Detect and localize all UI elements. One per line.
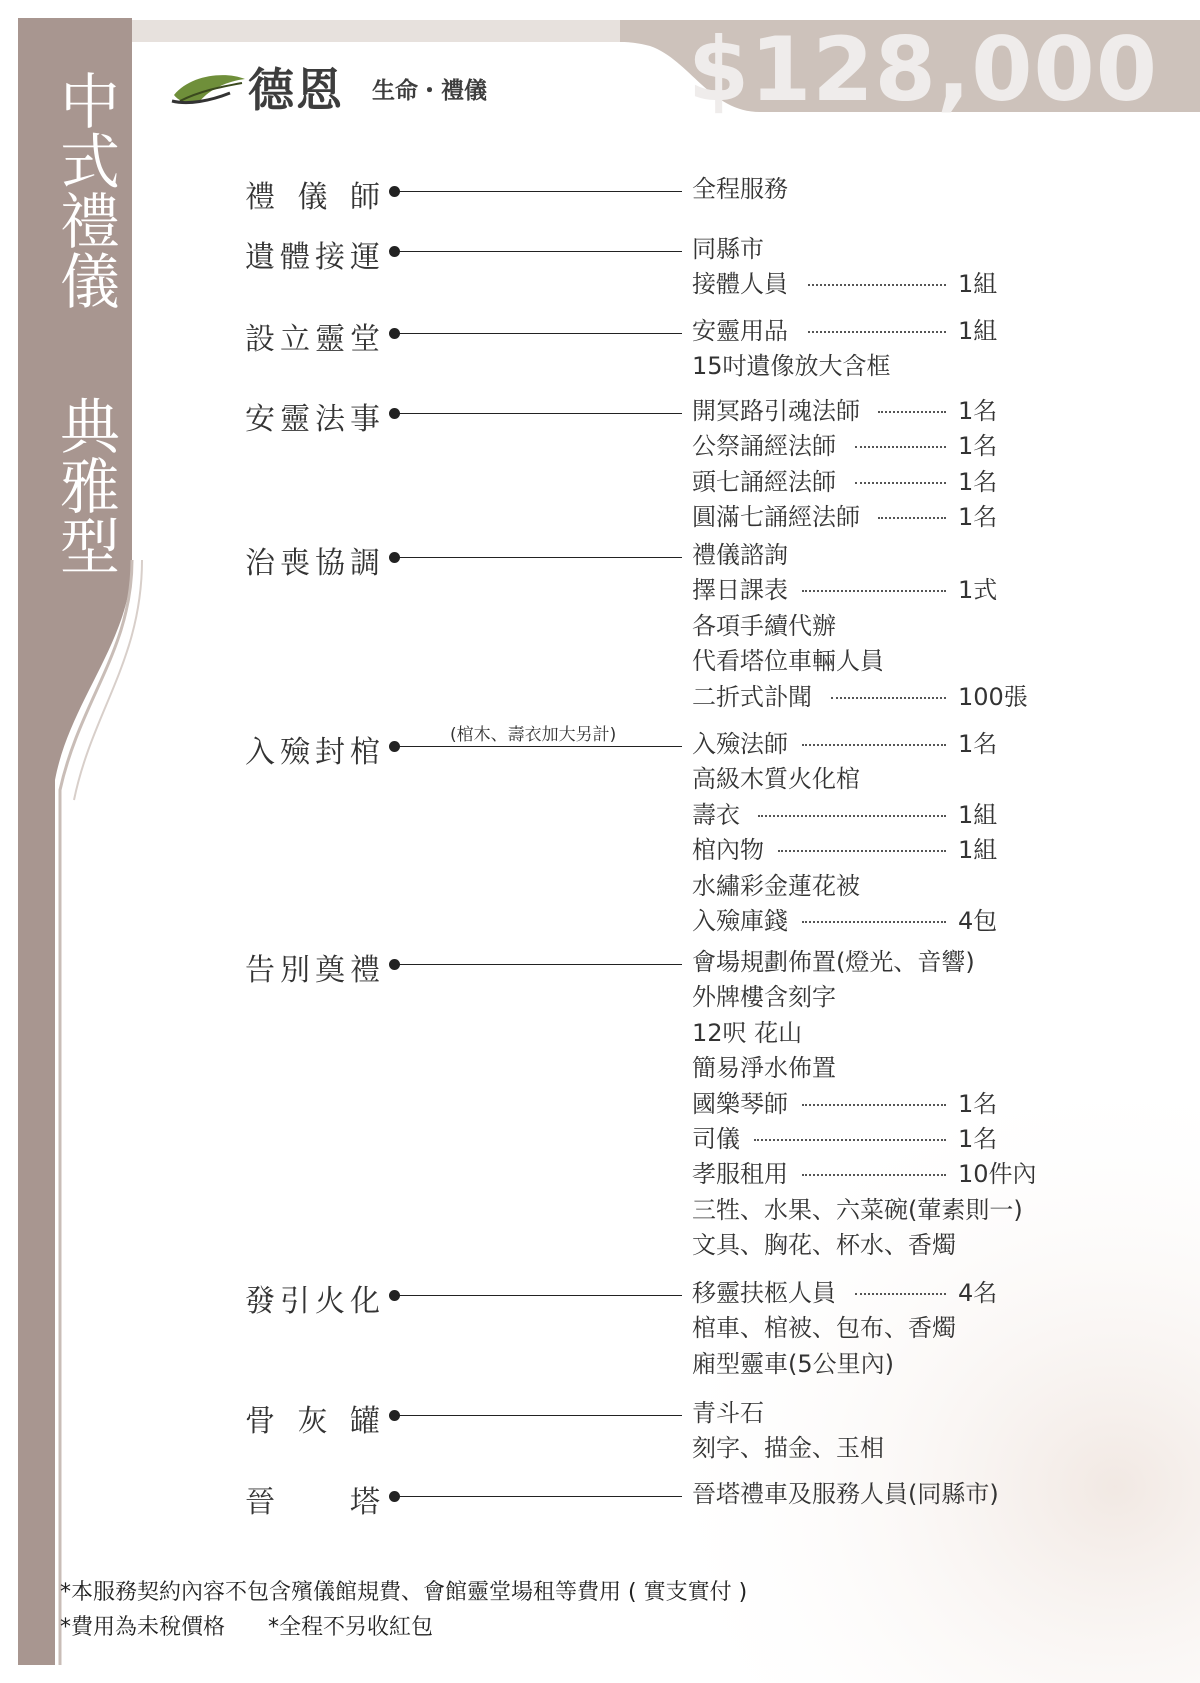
dotted-leader [778,850,946,852]
item-quantity: 1組 [958,836,998,865]
section-title: 遺 體 接 運 [245,240,380,275]
section-items [692,1276,1092,1382]
dotted-leader [758,815,946,817]
item-label: 代看塔位車輛人員 [692,647,884,676]
item-label: 棺車、棺被、包布、香燭 [692,1314,956,1343]
list-item [692,1051,1092,1086]
item-quantity: 1名 [958,467,998,496]
section-items [692,1477,1092,1512]
item-label: 晉塔禮車及服務人員(同縣市) [692,1480,999,1508]
package-price: $128,000 [687,18,1158,121]
section-items [692,538,1092,715]
list-item [692,762,1092,797]
section-note: (棺木、壽衣加大另計) [450,725,617,745]
section-items [692,727,1092,939]
item-label: 入殮法師 [692,730,788,758]
list-item [692,1431,1092,1466]
item-quantity: 1名 [958,432,998,461]
list-item [692,465,1092,500]
item-label: 文具、胸花、杯水、香燭 [692,1231,956,1260]
connector-line [399,1295,682,1296]
item-label: 孝服租用 [692,1160,788,1189]
dotted-leader [802,921,946,923]
item-quantity: 10件內 [958,1160,1037,1189]
list-item [692,1193,1092,1228]
list-item [692,798,1092,833]
list-item [692,267,1092,302]
list-item [692,1477,1092,1512]
logo-subtitle: 生命・禮儀 [372,77,487,104]
item-quantity: 1組 [958,270,998,299]
list-item [692,1347,1092,1382]
list-item [692,1396,1092,1431]
vertical-title-main: 中式禮儀 [50,70,120,310]
list-item [692,1311,1092,1346]
section-items [692,394,1092,536]
connector-line [399,413,682,414]
list-item [692,727,1092,762]
list-item [692,1228,1092,1263]
item-quantity: 1名 [958,1124,998,1153]
list-item [692,314,1092,349]
logo-name: 德恩 [248,63,344,117]
dotted-leader [855,1293,946,1295]
dotted-leader [878,517,946,519]
item-label: 壽衣 [692,800,740,829]
item-label: 公祭誦經法師 [692,432,836,461]
section-items [692,1396,1092,1467]
footer-note-3: *全程不另收紅包 [268,1615,434,1640]
connector-line [399,333,682,334]
leaf-logo-icon [170,60,250,120]
dotted-leader [831,697,946,699]
list-item [692,833,1092,868]
connector-line [399,1496,682,1497]
item-quantity: 1名 [958,1089,998,1118]
section-title: 禮 儀 師 [245,180,380,215]
section-title: 發 引 火 化 [245,1284,380,1319]
connector-line [399,964,682,965]
item-label: 廂型靈車(5公里內) [692,1349,894,1378]
item-label: 同縣市 [692,235,764,263]
list-item [692,500,1092,535]
list-item [692,232,1092,267]
item-label: 水繡彩金蓮花被 [692,871,860,900]
list-item [692,349,1092,384]
item-label: 圓滿七誦經法師 [692,503,860,532]
item-label: 各項手續代辦 [692,611,836,640]
connector-line [399,1415,682,1416]
item-label: 頭七誦經法師 [692,467,836,496]
section-title: 告 別 奠 禮 [245,953,380,988]
dotted-leader [878,411,946,413]
list-item [692,680,1092,715]
list-item [692,1016,1092,1051]
list-item [692,172,1092,207]
dotted-leader [802,1174,946,1176]
item-quantity: 1式 [958,576,998,605]
connector-line [399,557,682,558]
dotted-leader [802,1104,946,1106]
section-items [692,945,1092,1264]
list-item [692,538,1092,573]
item-quantity: 1名 [958,730,998,758]
section-title: 晉 塔 [245,1485,380,1520]
vertical-title-sub: 典雅型 [50,395,120,575]
dotted-leader [802,744,946,746]
list-item [692,1157,1092,1192]
item-quantity: 4名 [958,1279,998,1307]
item-label: 入殮庫錢 [692,906,788,935]
list-item [692,945,1092,980]
item-quantity: 1組 [958,800,998,829]
item-label: 三牲、水果、六菜碗(葷素則一) [692,1195,1023,1224]
section-title: 骨 灰 罐 [245,1404,380,1439]
item-label: 司儀 [692,1124,740,1153]
dotted-leader [802,590,946,592]
item-label: 移靈扶柩人員 [692,1279,836,1307]
dotted-leader [754,1139,946,1141]
item-label: 全程服務 [692,175,788,203]
item-label: 棺內物 [692,836,764,865]
list-item [692,869,1092,904]
item-quantity: 1組 [958,317,998,345]
list-item [692,429,1092,464]
list-item [692,1276,1092,1311]
list-item [692,980,1092,1015]
item-label: 簡易淨水佈置 [692,1054,836,1083]
item-label: 會場規劃佈置(燈光、音響) [692,948,975,976]
section-items [692,172,1092,207]
dotted-leader [808,284,946,286]
item-label: 國樂琴師 [692,1089,788,1118]
item-quantity: 1名 [958,503,998,532]
dotted-leader [855,446,946,448]
item-label: 開冥路引魂法師 [692,397,860,425]
section-items [692,232,1092,303]
item-label: 高級木質火化棺 [692,765,860,794]
item-label: 二折式訃聞 [692,682,812,711]
connector-line [399,251,682,252]
item-label: 擇日課表 [692,576,788,605]
footer-note-2: *費用為未稅價格 [60,1615,226,1640]
list-item [692,609,1092,644]
dotted-leader [808,331,946,333]
list-item [692,1087,1092,1122]
item-label: 禮儀諮詢 [692,541,788,569]
section-title: 入 殮 封 棺 [245,735,380,770]
connector-line [399,191,682,192]
section-title: 治 喪 協 調 [245,546,380,581]
section-title: 安 靈 法 事 [245,402,380,437]
footer-note-1: *本服務契約內容不包含殯儀館規費、會館靈堂場租等費用 ( 實支實付 ) [60,1580,748,1605]
item-quantity: 4包 [958,906,998,935]
list-item [692,644,1092,679]
item-quantity: 1名 [958,397,998,425]
item-label: 接體人員 [692,270,788,299]
list-item [692,904,1092,939]
item-label: 刻字、描金、玉相 [692,1434,884,1463]
list-item [692,394,1092,429]
section-title: 設 立 靈 堂 [245,322,380,357]
list-item [692,573,1092,608]
section-items [692,314,1092,385]
list-item [692,1122,1092,1157]
item-label: 青斗石 [692,1399,764,1427]
item-label: 12呎 花山 [692,1018,803,1047]
item-label: 外牌樓含刻字 [692,983,836,1012]
item-label: 安靈用品 [692,317,788,345]
connector-line [399,746,682,747]
item-quantity: 100張 [958,682,1028,711]
item-label: 15吋遺像放大含框 [692,352,891,381]
dotted-leader [855,482,946,484]
